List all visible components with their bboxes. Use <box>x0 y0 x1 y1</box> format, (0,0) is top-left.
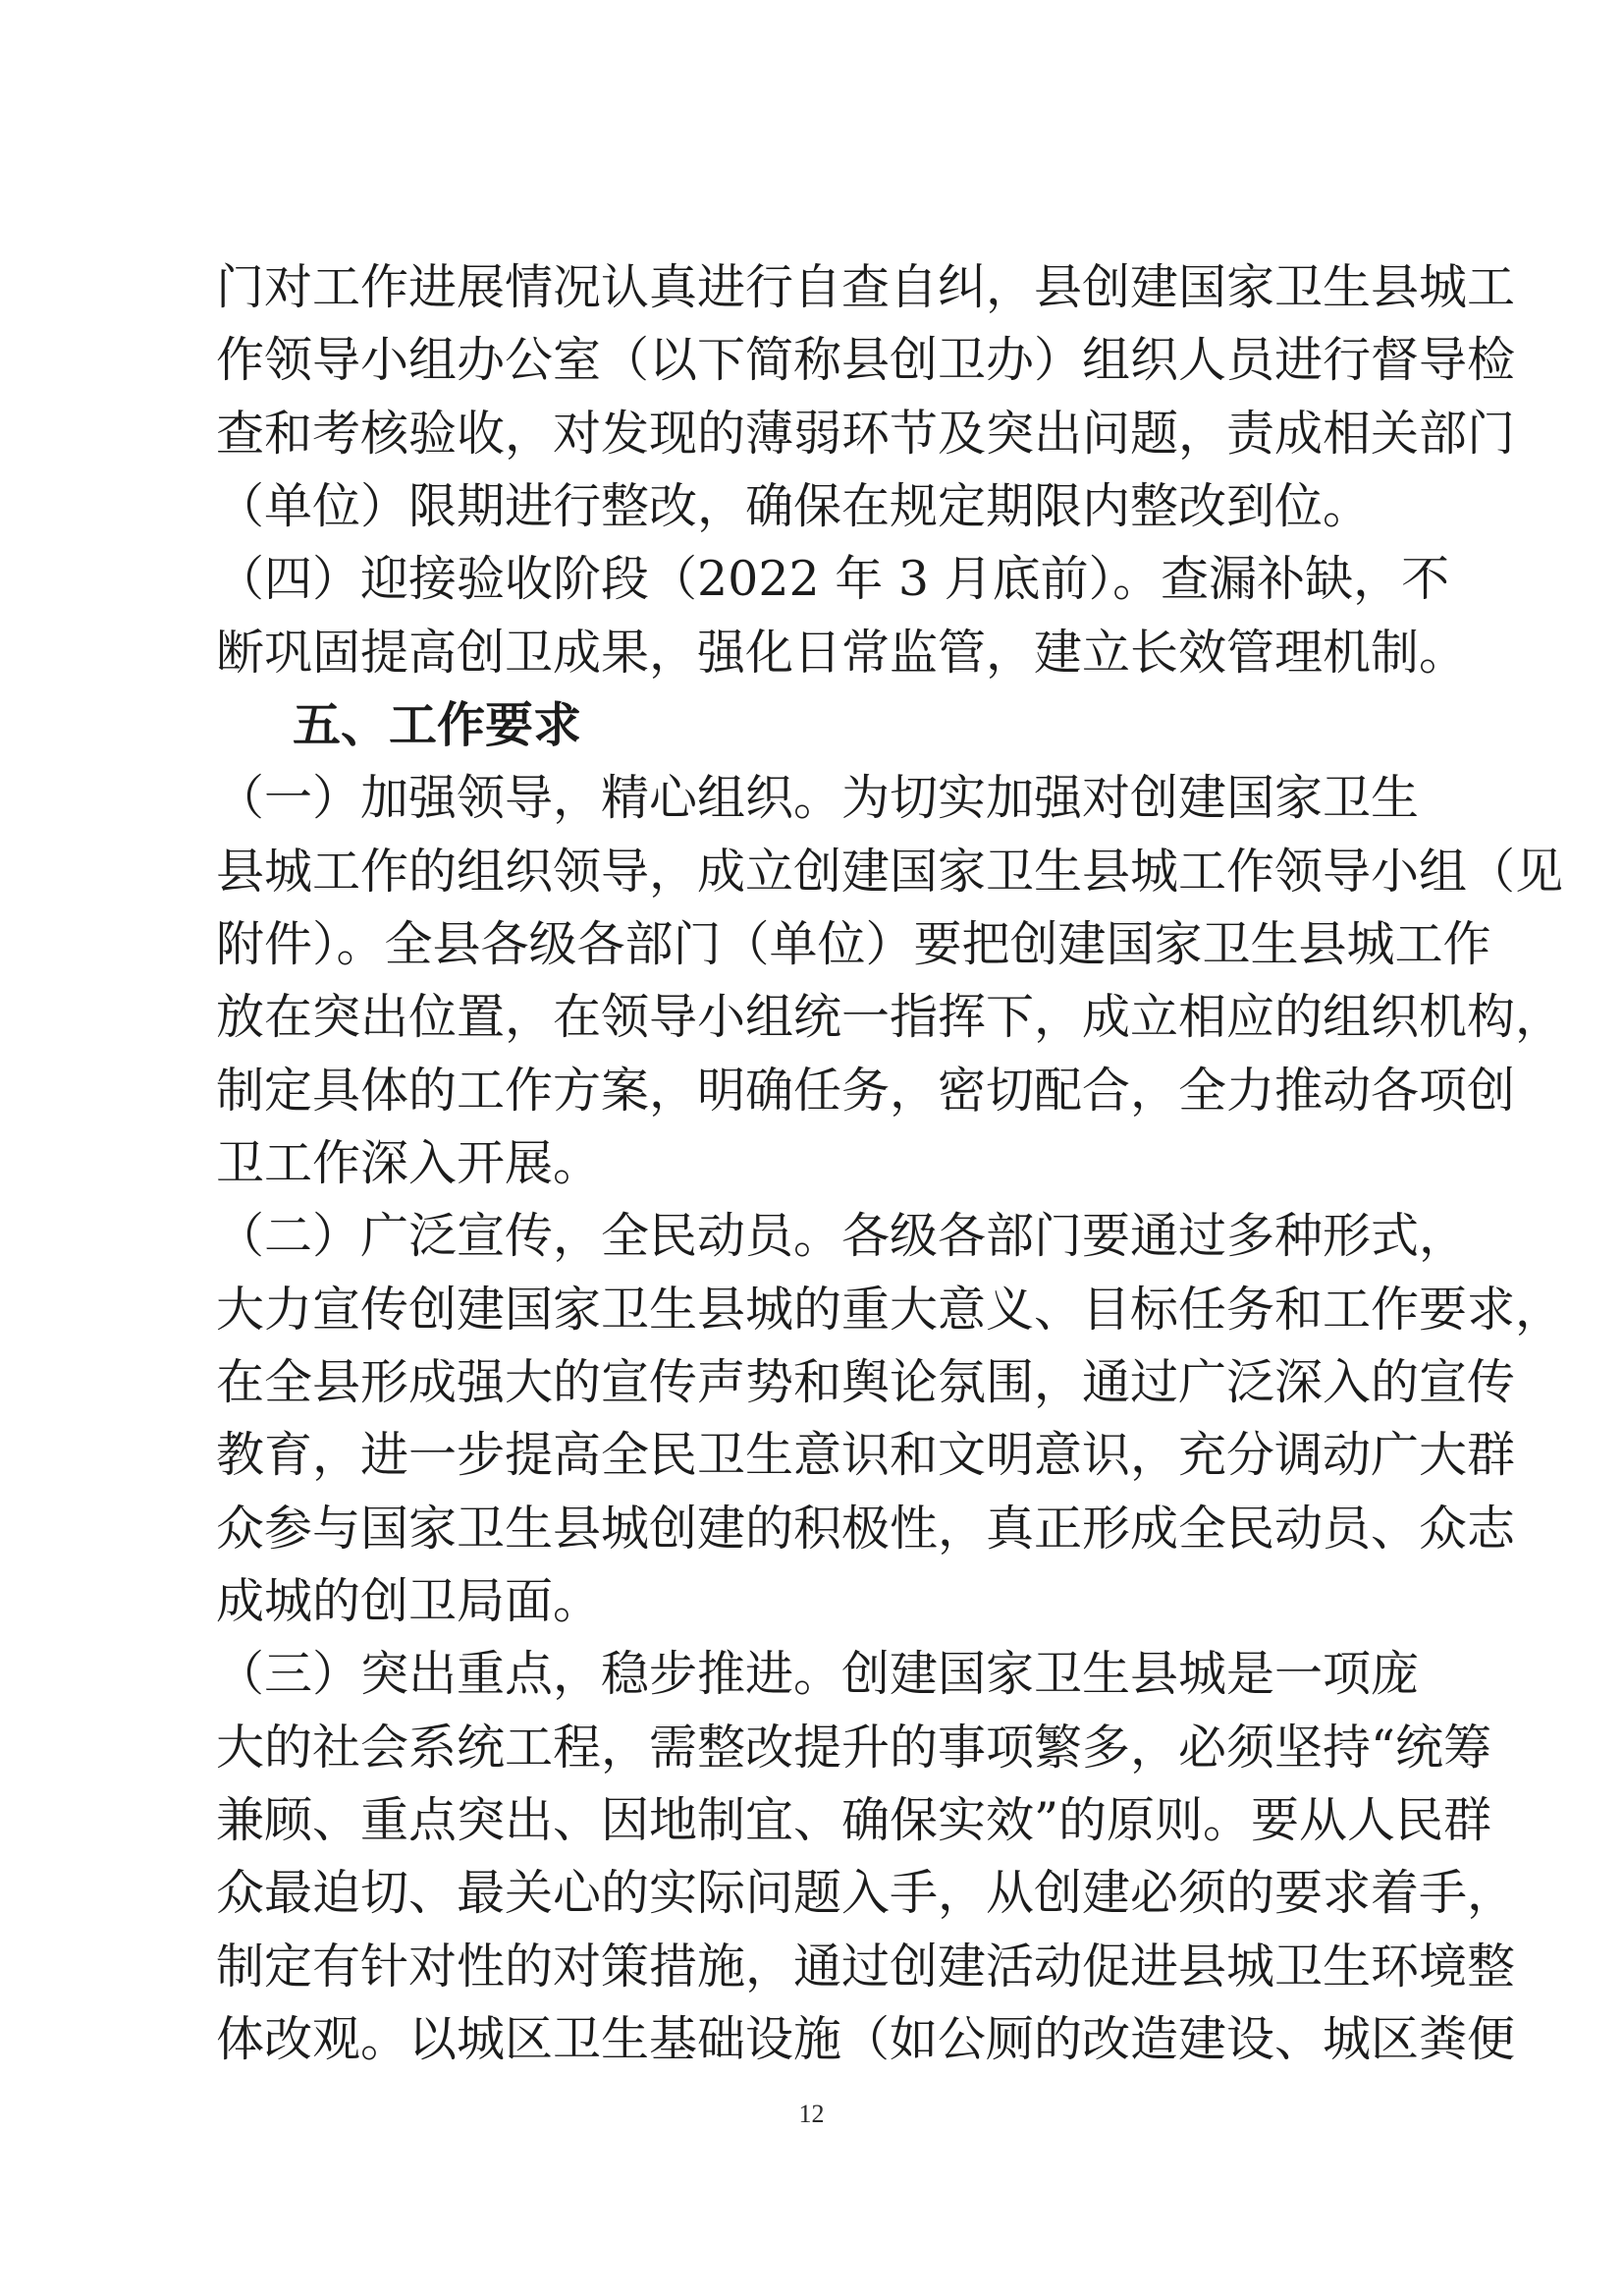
body-line: （单位）限期进行整改，确保在规定期限内整改到位。 <box>216 478 1372 534</box>
body-line: 众参与国家卫生县城创建的积极性，真正形成全民动员、众志 <box>216 1501 1516 1557</box>
body-line: （一）加强领导，精心组织。为切实加强对创建国家卫生 <box>216 770 1420 826</box>
body-line: 作领导小组办公室（以下简称县创卫办）组织人员进行督导检 <box>216 332 1516 388</box>
body-line: （二）广泛宣传，全民动员。各级各部门要通过多种形式， <box>216 1208 1468 1264</box>
body-line: 体改观。以城区卫生基础设施（如公厕的改造建设、城区粪便 <box>216 2011 1516 2067</box>
body-line: 兼顾、重点突出、因地制宜、确保实效”的原则。要从人民群 <box>216 1792 1492 1848</box>
body-line: 众最迫切、最关心的实际问题入手，从创建必须的要求着手， <box>216 1865 1516 1921</box>
page-number: 12 <box>798 2100 825 2128</box>
body-line: 制定有针对性的对策措施，通过创建活动促进县城卫生环境整 <box>216 1939 1516 1995</box>
body-line: 查和考核验收，对发现的薄弱环节及突出问题，责成相关部门 <box>216 406 1516 462</box>
body-line: 县城工作的组织领导，成立创建国家卫生县城工作领导小组（见 <box>216 844 1564 900</box>
body-line: （四）迎接验收阶段（2022 年 3 月底前）。查漏补缺，不 <box>216 551 1450 607</box>
body-line: 成城的创卫局面。 <box>216 1573 602 1629</box>
body-line: 断巩固提高创卫成果，强化日常监管，建立长效管理机制。 <box>216 625 1468 681</box>
body-line: 在全县形成强大的宣传声势和舆论氛围，通过广泛深入的宣传 <box>216 1354 1516 1410</box>
body-line: 教育，进一步提高全民卫生意识和文明意识，充分调动广大群 <box>216 1427 1516 1483</box>
body-line: 制定具体的工作方案，明确任务，密切配合，全力推动各项创 <box>216 1063 1516 1119</box>
body-line: 卫工作深入开展。 <box>216 1135 602 1191</box>
body-line: 附件）。全县各级各部门（单位）要把创建国家卫生县城工作 <box>216 916 1491 972</box>
section-heading: 五、工作要求 <box>293 697 582 753</box>
body-line: 放在突出位置，在领导小组统一指挥下，成立相应的组织机构， <box>216 989 1564 1045</box>
body-line: 大力宣传创建国家卫生县城的重大意义、目标任务和工作要求， <box>216 1282 1564 1338</box>
body-line: （三）突出重点，稳步推进。创建国家卫生县城是一项庞 <box>216 1646 1420 1702</box>
body-line: 大的社会系统工程，需整改提升的事项繁多，必须坚持“统筹 <box>216 1720 1492 1776</box>
body-line: 门对工作进展情况认真进行自查自纠，县创建国家卫生县城工 <box>216 259 1516 315</box>
